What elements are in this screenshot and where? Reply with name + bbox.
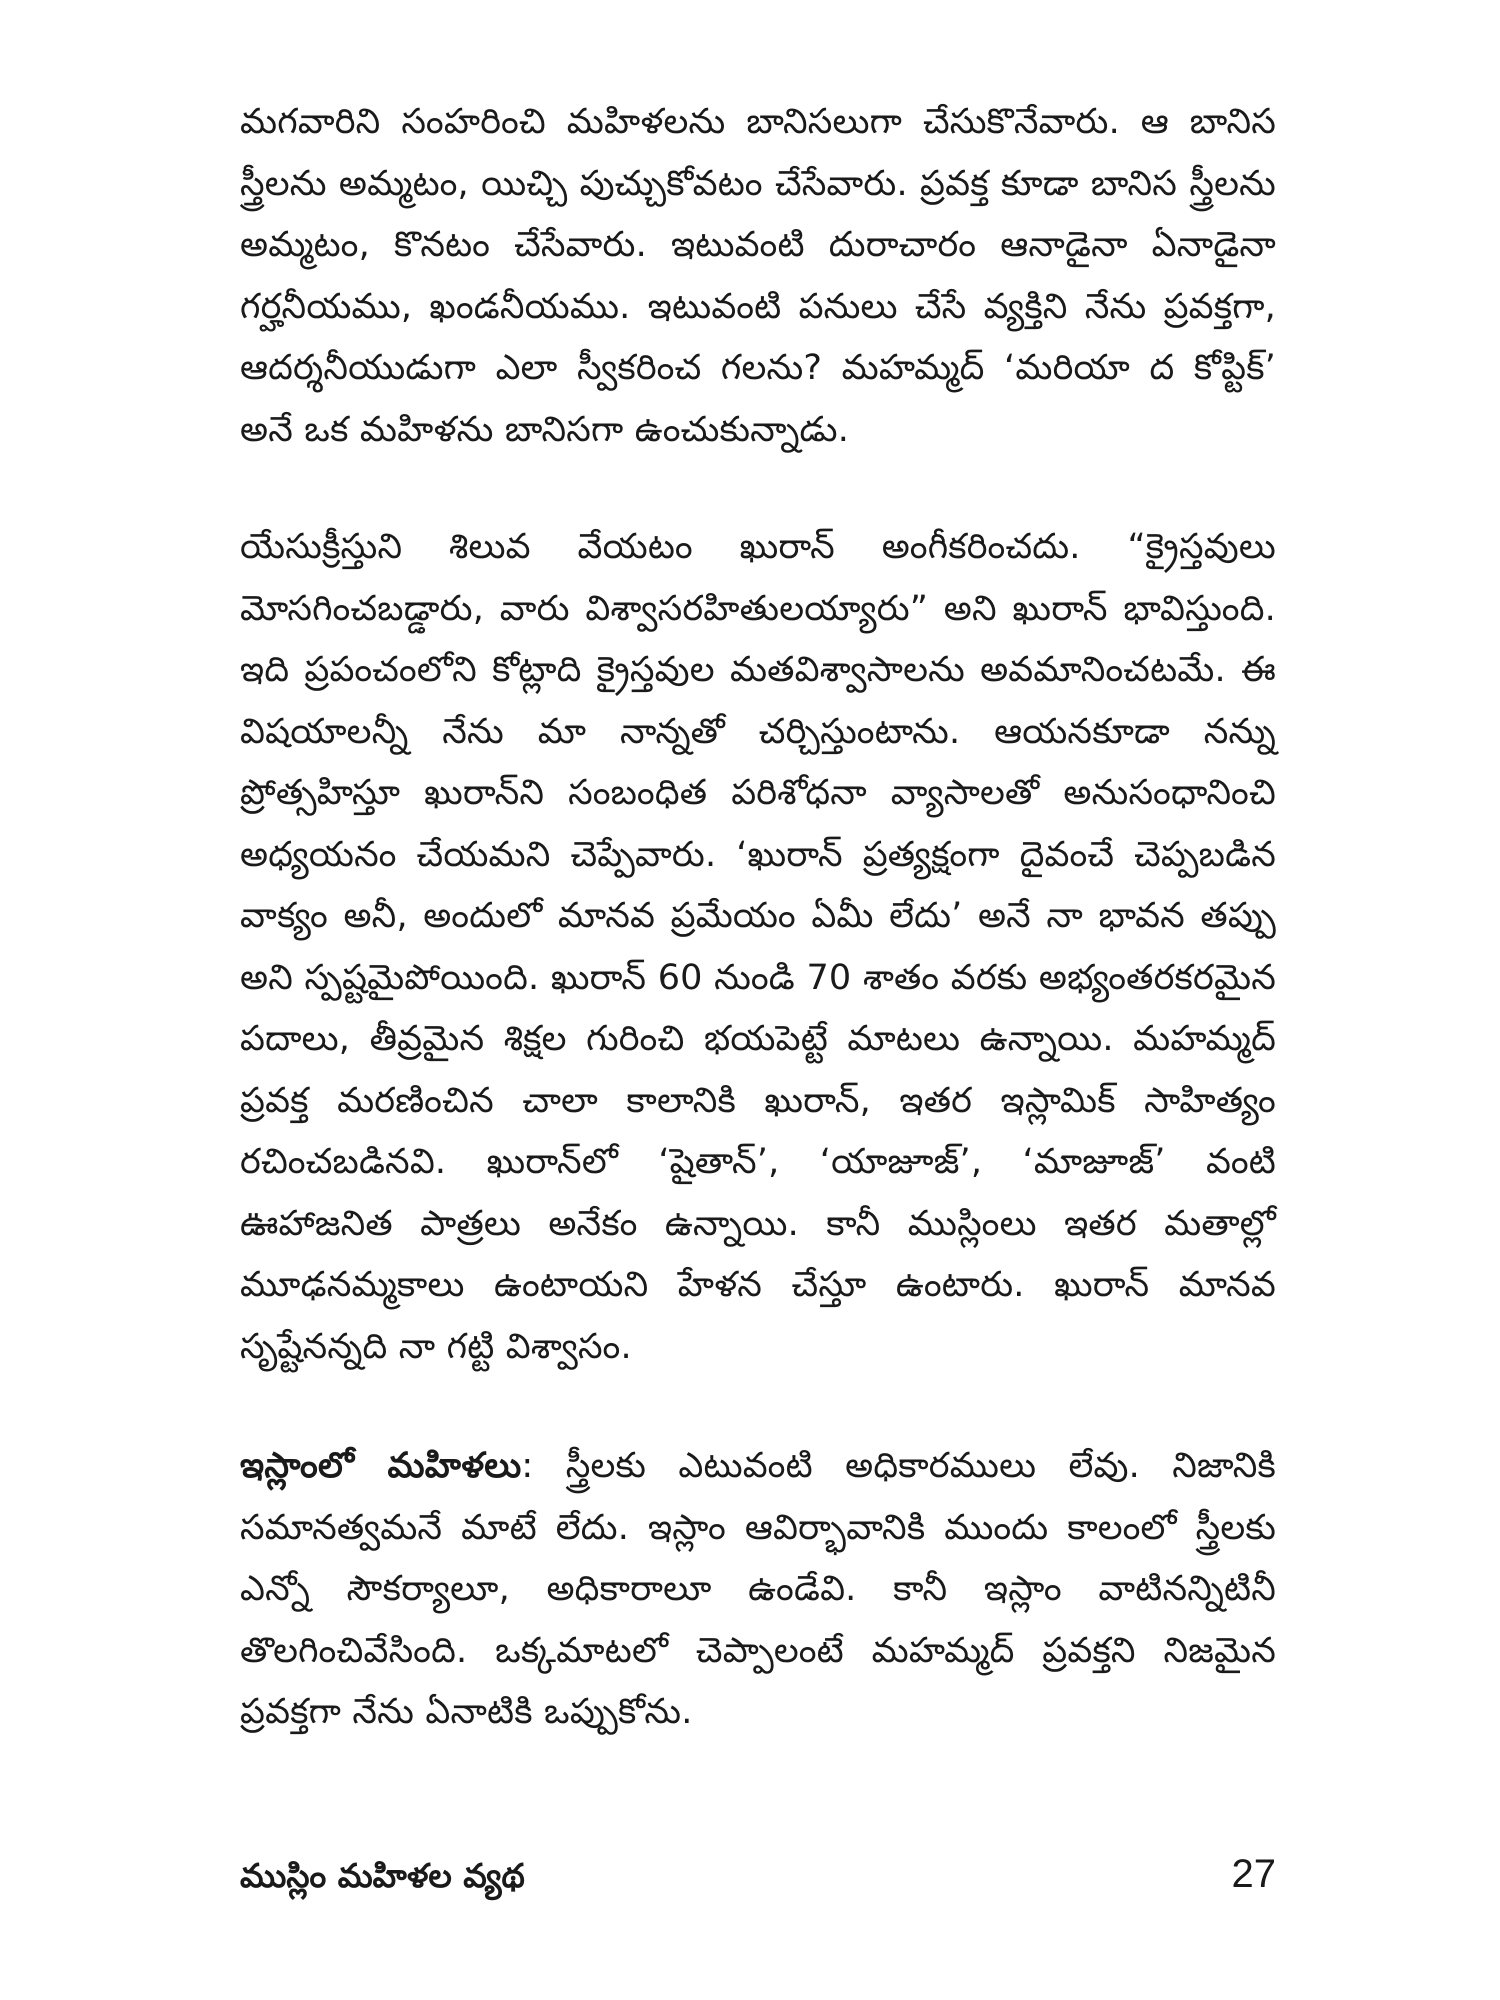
paragraph-3 — [240, 1436, 1276, 1744]
page-footer — [240, 1852, 1276, 1912]
paragraph-3-text: : స్త్రీలకు ఎటువంటి అధికారములు లేవు. నిజానికి సమానత్వమనే మాటే లేదు. ఇస్లాం ఆవిర్భావానికి ముందు కాలంలో స్త్రీలకు ఎన్నో సౌకర్యాలూ, అధికారాలూ ఉండేవి. కానీ ఇస్లాం వాటినన్నిటినీ తొలగించివేసింది. ఒక్కమాటలో చెప్పాలంటే మహమ్మద్ ప్రవక్తని నిజమైన ప్రవక్తగా నేను ఏనాటికి ఒప్పుకోను. — [240, 1446, 1276, 1732]
paragraph-1: మగవారిని సంహరించి మహిళలను బానిసలుగా చేసుకొనేవారు. ఆ బానిస స్త్రీలను అమ్మటం, యిచ్చి పుచ్చుకోవటం చేసేవారు. ప్రవక్త కూడా బానిస స్త్రీలను అమ్మటం, కొనటం చేసేవారు. ఇటువంటి దురాచారం ఆనాడైనా ఏనాడైనా గర్హనీయము, ఖండనీయము. ఇటువంటి పనులు చేసే వ్యక్తిని నేను ప్రవక్తగా, ఆదర్శనీయుడుగా ఎలా స్వీకరించ గలను? మహమ్మద్ ‘మరియా ద కోప్టిక్’ అనే ఒక మహిళను బానిసగా ఉంచుకున్నాడు. — [240, 102, 1276, 450]
page-number: 27 — [1231, 1852, 1276, 1896]
book-title: ముస్లిం మహిళల వ్యథ — [240, 1856, 525, 1895]
paragraph-3-heading: ఇస్లాంలో మహిళలు — [240, 1446, 522, 1486]
page-body — [240, 92, 1276, 1744]
paragraph-2: యేసుక్రీస్తుని శిలువ వేయటం ఖురాన్ అంగీకరించదు. “క్రైస్తవులు మోసగించబడ్డారు, వారు విశ్వాసరహితులయ్యారు” అని ఖురాన్ భావిస్తుంది. ఇది ప్రపంచంలోని కోట్లాది క్రైస్తవుల మతవిశ్వాసాలను అవమానించటమే. ఈ విషయాలన్నీ నేను మా నాన్నతో చర్చిస్తుంటాను. ఆయనకూడా నన్ను ప్రోత్సహిస్తూ ఖురాన్‌ని సంబంధిత పరిశోధనా వ్యాసాలతో అనుసంధానించి అధ్యయనం చేయమని చెప్పేవారు. ‘ఖురాన్ ప్రత్యక్షంగా దైవంచే చెప్పబడిన వాక్యం అనీ, అందులో మానవ ప్రమేయం ఏమీ లేదు’ అనే నా భావన తప్పు అని స్పష్టమైపోయింది. ఖురాన్ 60 నుండి 70 శాతం వరకు అభ్యంతరకరమైన పదాలు, తీవ్రమైన శిక్షల గురించి భయపెట్టే మాటలు ఉన్నాయి. మహమ్మద్ ప్రవక్త మరణించిన చాలా కాలానికి ఖురాన్, ఇతర ఇస్లామిక్ సాహిత్యం రచించబడినవి. ఖురాన్‌లో ‘షైతాన్’, ‘యాజూజ్’, ‘మాజూజ్’ వంటి ఊహాజనిత పాత్రలు అనేకం ఉన్నాయి. కానీ ముస్లింలు ఇతర మతాల్లో మూఢనమ్మకాలు ఉంటాయని హేళన చేస్తూ ఉంటారు. ఖురాన్ మానవ సృష్టేనన్నది నా గట్టి విశ్వాసం. — [240, 527, 1276, 1367]
